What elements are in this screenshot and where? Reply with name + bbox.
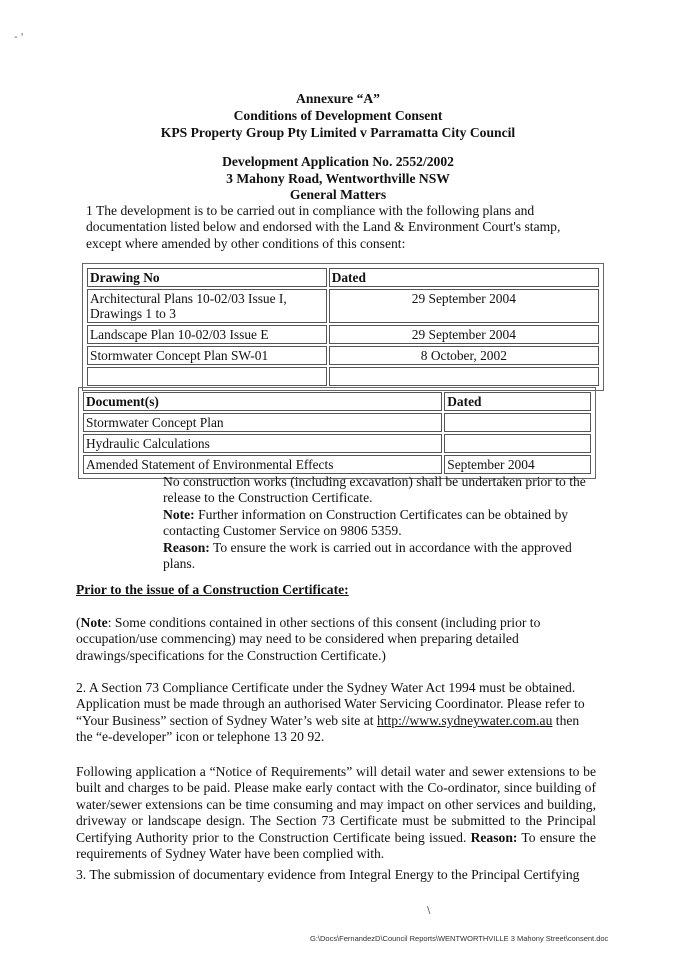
condition-1-text: 1 The development is to be carried out in compliance with the following plans and documentation listed below and endorsed with the Land & Environment Court's stamp, except where amended by other conditions of this consent: (86, 203, 561, 251)
following-paragraph (76, 764, 596, 862)
table-row (83, 434, 591, 453)
note-paragraph (76, 615, 586, 664)
section-heading: Prior to the issue of a Construction Certificate: (76, 582, 349, 597)
date-cell: 29 September 2004 (329, 289, 599, 323)
table-row (83, 413, 591, 432)
reason-label: Reason: (470, 829, 518, 845)
table-row (83, 455, 591, 474)
condition-3-text: 3. The submission of documentary evidence from Integral Energy to the Principal Certifying (76, 867, 580, 882)
following-text: Following application a “Notice of Requirements” will detail water and sewer extensions to be built and charges to be paid. Please make early contact with the Co-ordinator, since building of water/sewer extensions can be time consuming and may impact on other services and building, driveway or landscape design. The Section 73 Certificate must be submitted to the Principal Certifying Authority prior to the Construction Certificate being issued. (76, 764, 596, 845)
dated-header: Dated (329, 268, 599, 287)
condition-2-tail: then the “e-developer” icon or telephone 13 20 92. (76, 712, 580, 745)
document-cell: Hydraulic Calculations (83, 434, 442, 453)
documents-header: Document(s) (83, 392, 442, 411)
document-cell: Amended Statement of Environmental Effects (83, 455, 442, 474)
drawings-table (82, 263, 604, 391)
date-cell: September 2004 (444, 455, 591, 474)
reason-text: To ensure the requirements of Sydney Water have been complied with. (76, 829, 596, 862)
table-row (87, 325, 599, 344)
date-cell (444, 413, 591, 432)
dated-header: Dated (444, 392, 591, 411)
file-path-footer: G:\Docs\FernandezD\Council Reports\WENTWORTHVILLE 3 Mahony Street\consent.doc (310, 934, 609, 943)
note-text: : Some conditions contained in other sections of this consent (including prior to occupation/use commencing) may need to be considered when preparing detailed drawings/specifications for the Construction Certificate.) (76, 615, 541, 663)
table-row (87, 289, 599, 323)
reason-line (163, 540, 595, 573)
construction-works-text: No construction works (including excavation) shall be undertaken prior to the release to the Construction Certificate. (163, 474, 586, 506)
parties-heading: KPS Property Group Pty Limited v Parramatta City Council (160, 125, 516, 140)
condition-2-body: 2. A Section 73 Compliance Certificate under the Sydney Water Act 1994 must be obtained. Application must be made through an authorised Water Servicing Coordinator. Please refer to “Your Business” section of Sydney Water’s web site at (76, 680, 585, 728)
sydney-water-link[interactable]: http://www.sydneywater.com.au (376, 712, 553, 728)
annexure-heading: Annexure “A” (296, 91, 380, 106)
note-text: Further information on Construction Certificates can be obtained by contacting Customer Service on 9806 5359. (163, 506, 569, 539)
note-line (163, 507, 595, 540)
note-label: Note: (163, 506, 195, 522)
drawing-cell: Architectural Plans 10-02/03 Issue I, Drawings 1 to 3 (87, 289, 327, 323)
reason-label: Reason: (163, 539, 210, 555)
reason-text: To ensure the work is carried out in accordance with the approved plans. (163, 539, 572, 572)
application-number: Development Application No. 2552/2002 (222, 154, 454, 169)
table-row (87, 346, 599, 365)
table-header-row (87, 268, 599, 287)
consent-heading: Conditions of Development Consent (233, 108, 443, 123)
document-cell: Stormwater Concept Plan (83, 413, 442, 432)
stray-mark: \ (427, 905, 431, 916)
note-open-paren: ( (76, 615, 81, 630)
drawing-cell: Landscape Plan 10-02/03 Issue E (87, 325, 327, 344)
after-table-block (163, 474, 595, 572)
date-cell (329, 367, 599, 386)
date-cell: 8 October, 2002 (329, 346, 599, 365)
table-row (87, 367, 599, 386)
drawing-cell: Stormwater Concept Plan SW-01 (87, 346, 327, 365)
note-label: Note (80, 615, 108, 630)
condition-2-text (76, 680, 596, 746)
drawing-no-header: Drawing No (87, 268, 327, 287)
date-cell (444, 434, 591, 453)
stray-mark: - ' (14, 32, 24, 43)
table-header-row (83, 392, 591, 411)
documents-table (78, 387, 596, 479)
date-cell: 29 September 2004 (329, 325, 599, 344)
drawing-cell (87, 367, 327, 386)
general-matters-heading: General Matters (289, 187, 387, 202)
site-address: 3 Mahony Road, Wentworthville NSW (226, 171, 450, 186)
